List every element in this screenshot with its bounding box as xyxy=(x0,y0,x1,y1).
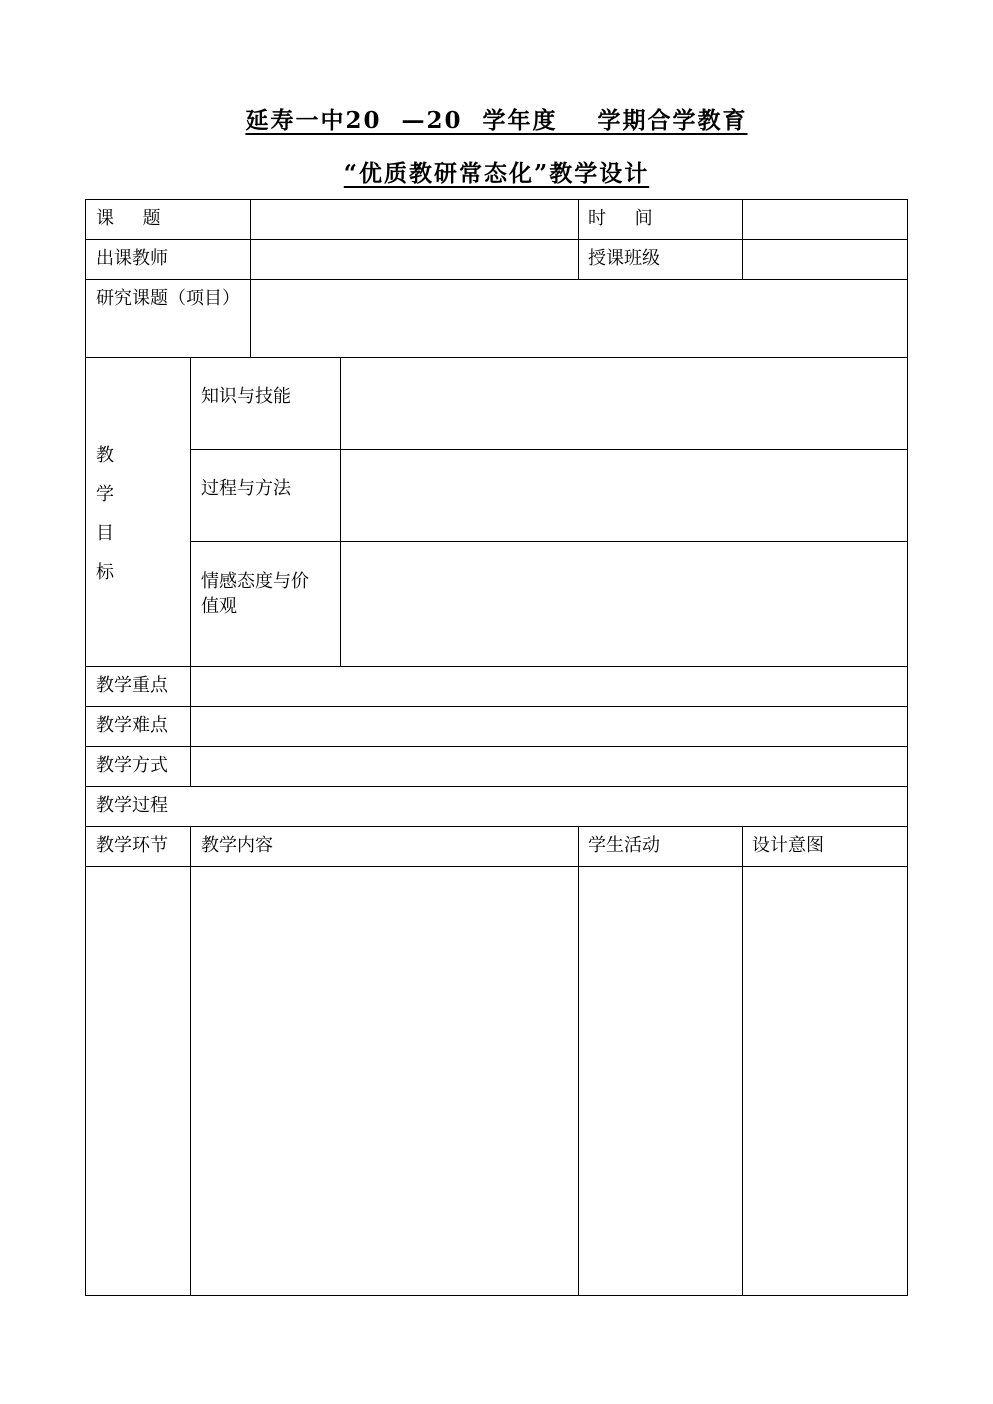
teacher-label: 出课教师 xyxy=(96,248,168,269)
table-border-bottom xyxy=(85,1295,908,1296)
document-title-line-1 xyxy=(0,102,993,135)
stage-cell[interactable] xyxy=(86,867,190,1295)
research-topic-label: 研究课题（项目） xyxy=(96,288,240,309)
time-label: 时 间 xyxy=(588,208,653,229)
content-cell[interactable] xyxy=(191,867,578,1295)
column-header-content: 教学内容 xyxy=(201,835,273,856)
objectives-label-char: 学 xyxy=(96,484,114,505)
design-intent-cell[interactable] xyxy=(743,867,907,1295)
topic-label: 课 题 xyxy=(96,208,161,229)
difficulties-label: 教学难点 xyxy=(96,715,168,736)
key-points-field[interactable] xyxy=(191,667,907,706)
title-text-1: 延寿一中20 —20 学年度 学期合学教育 xyxy=(245,107,748,134)
method-field[interactable] xyxy=(191,747,907,786)
objectives-label-char: 标 xyxy=(96,562,114,583)
teacher-field[interactable] xyxy=(251,240,578,279)
column-header-design-intent: 设计意图 xyxy=(752,835,824,856)
col-divider xyxy=(578,199,579,279)
row-divider xyxy=(85,826,908,827)
knowledge-skills-field[interactable] xyxy=(341,358,907,449)
research-topic-field[interactable] xyxy=(251,280,907,357)
time-field[interactable] xyxy=(743,200,907,239)
knowledge-skills-label: 知识与技能 xyxy=(201,386,291,407)
column-header-stage: 教学环节 xyxy=(96,835,168,856)
objectives-label-char: 教 xyxy=(96,445,114,466)
process-method-field[interactable] xyxy=(341,450,907,541)
document-title-line-2 xyxy=(0,155,993,188)
method-label: 教学方式 xyxy=(96,755,168,776)
student-activity-cell[interactable] xyxy=(579,867,742,1295)
difficulties-field[interactable] xyxy=(191,707,907,746)
topic-field[interactable] xyxy=(251,200,578,239)
attitude-values-label-2: 值观 xyxy=(201,596,237,617)
class-label: 授课班级 xyxy=(588,248,660,269)
key-points-label: 教学重点 xyxy=(96,675,168,696)
process-label: 教学过程 xyxy=(96,795,168,816)
objectives-label-char: 目 xyxy=(96,523,114,544)
table-border-right xyxy=(907,199,908,1296)
process-method-label: 过程与方法 xyxy=(201,478,291,499)
attitude-values-label: 情感态度与价 xyxy=(201,571,309,592)
column-header-student-activity: 学生活动 xyxy=(588,835,660,856)
class-field[interactable] xyxy=(743,240,907,279)
row-divider xyxy=(85,786,908,787)
attitude-values-field[interactable] xyxy=(341,542,907,666)
title-text-2: “优质教研常态化”教学设计 xyxy=(343,160,650,187)
